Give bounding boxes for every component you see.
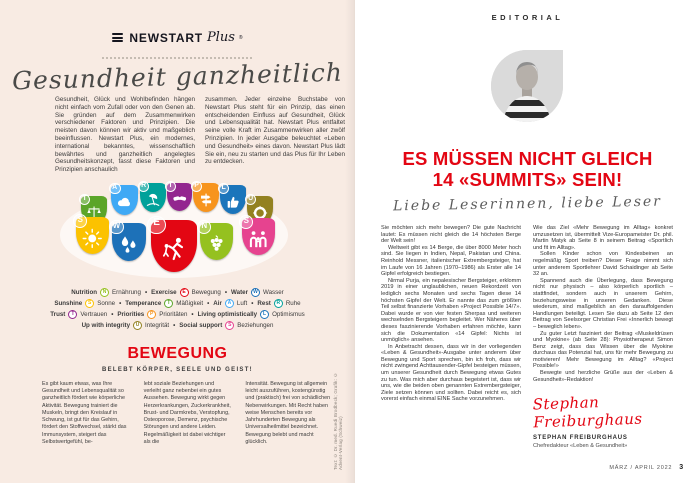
water-drops-icon [118,233,139,257]
intro-column-2: zusammen. Jeder einzelne Buchstabe von Newstart Plus steht für ein Prinzip, das einen entscheidenden Einfluss auf Gesundheit, Glück und Lebensqualität hat. Newstart Plus entfaltet seine volle Kraft im Zusammenwirken aller zwölf Prinzipien. In jeder Ausgabe beleuchtet «Leben und Gesundheit» eines davon. Newstart Plus lädt Sie ein, neu zu starten und das Plus für Ihr Leben zu entdecken. [205,96,345,166]
legend-letter-badge: T [164,299,173,308]
page-number: 3 [679,464,684,471]
legend-term-en: Exercise [151,289,177,296]
legend-term-de: Sonne [97,300,116,307]
legend-letter-badge: R [274,299,283,308]
badge-letter: E [147,216,166,235]
badge-letter: S [73,214,87,228]
runner-icon [160,234,189,266]
badge-letter: R [138,181,149,192]
legend-line [0,309,355,320]
legend-term-en: Living optimistically [197,311,258,318]
legend-term-en: Trust [50,311,66,318]
editorial-kicker: EDITORIAL [491,13,564,22]
newstart-badges [55,180,345,290]
editorial-column-1 [381,225,521,449]
signature-handwriting: Stephan Freiburghaus [532,393,643,432]
legend-term-de: Luft [236,300,248,307]
bewegung-subtitle: BELEBT KÖRPER, SEELE UND GEIST! [102,367,253,373]
badge-letter: W [109,220,123,234]
bewegung-text [42,381,334,446]
legend-letter-badge: N [100,288,109,297]
logo-plus-text: Plus [206,30,235,45]
legend-letter-badge: W [251,288,260,297]
newstart-plus-logo [0,30,355,45]
legend-term-en: Temperance [125,300,162,307]
credit-line: Text: © Dr. med. Ruedi Brodbeck; Grafik: © Advent-Verlag (Schweiz) [333,372,343,470]
badge-letter: P [191,181,202,192]
legend-letter-badge: U [133,321,142,330]
paragraph: Bewegte und herzliche Grüße aus der «Leben & Gesundheit»-Redaktion! [533,370,673,383]
badge-letter: S [239,215,253,229]
right-page [355,0,700,483]
logo-bars-icon [112,33,123,42]
editorial-column-2-text [533,225,673,383]
legend-letter-badge: E [180,288,189,297]
cloud-icon [116,193,133,212]
editorial-column-2 [533,225,673,449]
legend-term-de: Ruhe [285,300,301,307]
legend-term-en: Priorities [117,311,145,318]
legend-term-de: Prioritäten [159,311,188,318]
signpost-icon [198,191,214,209]
legend-term-de: Beziehungen [237,322,274,329]
legend-term-en: Air [213,300,222,307]
headline-line-1: ES MÜSSEN NICHT GLEICH [402,148,653,169]
umbrella-icon [145,191,161,209]
legend-term-de: Vertrauen [80,311,108,318]
separator: • [191,311,194,318]
legend-line [0,287,355,298]
legend-term-de: Integrität [145,322,170,329]
legend-term-en: Social support [179,322,223,329]
portrait-illustration [491,50,563,122]
legend-term-de: Ernährung [112,289,141,296]
legend-term-de: Mäßigkeit [176,300,204,307]
legend-term-en: Up with integrity [81,322,131,329]
signature-name: STEPHAN FREIBURGHAUS [533,435,628,442]
legend-letter-badge: S [225,321,234,330]
paragraph: Sie möchten sich mehr bewegen? Die gute Nachricht lautet: Es müssen nicht gleich die 14 höchsten Berge der Welt sein! [381,225,521,245]
legend-letter-badge: P [147,310,156,319]
salutation: Liebe Leserinnen, liebe Leser [392,193,663,215]
separator: • [173,322,176,329]
separator: • [119,300,122,307]
legend-letter-badge: L [260,310,269,319]
paragraph: Spannend auch die Überlegung, dass Bewegung nicht nur physisch – also körperlich sportlich – stattfindet, sondern auch in unserem Gehirn, beziehungsweise in unseren Gedanken. Diese wiederum, sind maßgeblich an den darauffolgenden Handlungen beteiligt. Lesen Sie dazu ab Seite 12 den Beitrag von Seelsorger Christian Frei «Innerlich bewegt – beweglich leben». [533,277,673,330]
headline [355,148,700,190]
legend-term-en: Water [231,289,248,296]
legend-term-en: Sunshine [54,300,83,307]
legend-line [0,320,355,331]
bewegung-title: BEWEGUNG [127,345,228,362]
paragraph: Sollen Kinder schon von Kindesbeinen an regelmäßig Sport treiben? Dieser Frage nimmt sich unter anderem Sportlehrer David Schaidinger ab Seite 32 an. [533,251,673,278]
legend-letter-badge: A [225,299,234,308]
bewegung-column-2: lebt soziale Beziehungen und verleiht ganz nebenbei ein gutes Aussehen. Bewegung wirkt gegen Herzerkrankungen, Zuckerkrankheit, Brust- und Darmkrebs, Verstopfung, Osteoporose, Demenz, psychische Störungen und andere Leiden. Regelmäßigkeit ist dabei wichtiger als die [143,381,231,445]
legend-line [0,298,355,309]
signature-role: Chefredakteur «Leben & Gesundheit» [533,443,628,450]
paragraph: Weltweit gibt es 14 Berge, die über 8000 Meter hoch sind. Sie liegen in Indien, Nepal, Pakistan und China. Reinhold Messner, italienischer Extrembergsteiger, hat im Laufe von 16 Jahren (1970–1986) als Erster alle 14 Gipfel erfolgreich bestiegen. [381,244,521,278]
headline-line-2: 14 «SUMMITS» SEIN! [432,169,623,190]
thumbs-up-icon [225,193,241,211]
paragraph: In Anbetracht dessen, dass wir in der vorliegenden «Leben & Gesundheit»-Ausgabe unter anderem über Bewegung und Sport sprechen, bin ich froh, dass wir nicht zwingend Achttausender-Gipfel besteigen müssen, um unserer Gesundheit durch Bewegung etwas Gutes zu tun. Was mich aber durchaus begeistert ist, dass wir uns, wie die beiden oben genannten Extrembergsteiger, Ziele setzen können und sollten. Dabei reicht es, sich vorerst einfach einmal EINE Sache vorzunehmen. [381,343,521,403]
sun-icon [82,227,102,250]
badge-letter: T [79,194,90,205]
issue-date: MÄRZ / APRIL 2022 [609,465,673,471]
badge-letter: U [245,194,256,205]
separator: • [224,289,228,296]
script-heading: Gesundheit ganzheitlich [11,57,344,96]
separator: • [144,289,148,296]
legend-term-de: Bewegung [191,289,221,296]
newstart-legend [0,287,355,331]
badge-letter: L [218,183,229,194]
separator: • [251,300,254,307]
grapes-icon [206,233,226,256]
dotted-divider [102,57,252,59]
intro-text [55,96,345,174]
logo-brand-text: NEWSTART [129,30,203,45]
bewegung-column-3: Intensität. Bewegung ist allgemein leicht auszuführen, kostengünstig und (praktisch) frei von schädlichen Nebenwirkungen. Mit Recht haben weise Menschen bereits vor Jahrhunderten Bewegung als Universalheilmittel bezeichnet. Bewegung belebt und macht glücklich. [245,381,331,445]
legend-term-en: Rest [257,300,271,307]
bewegung-column-1: Es gibt kaum etwas, was Ihre Gesundheit und Lebensqualität so ganzheitlich fördert wie körperliche Aktivität. Bewegung trainiert die Muskeln, bringt den Kreislauf in Schwung, ist gut für das Gehirn, fördert den Stoffwechsel, stärkt das Immunsystem, steigert das Selbstwertgefühl, be- [42,381,127,445]
separator: • [111,311,114,318]
editorial-body [381,225,674,449]
separator: • [207,300,210,307]
badge-letter: T [165,181,176,192]
legend-letter-badge: S [85,299,94,308]
legend-letter-badge: T [68,310,77,319]
registered-trademark: ® [238,34,243,41]
paragraph: Nirmal Purja, ein nepalesischer Bergsteiger, erklomm 2019 in einer unglaublichen, neuen Rekordzeit von lediglich sechs Monaten und sechs Tagen diese 14 höchsten Gipfel der Welt. Er nannte das zum größten Teil selbst finanzierte Vorhaben «Project Possible 14/7». Dabei wurde er von vier festen Sherpas und weiteren wechselnden Bergsteigern begleitet. Wer Näheres über dieses faszinierende Vorhaben erfahren möchte, kann sich die Dokumentation «14 Gipfel: Nichts ist unmöglich» ansehen. [381,277,521,344]
family-icon [248,228,268,251]
handshake-icon [172,190,188,207]
badge-letter: A [109,183,121,195]
editor-portrait-photo [491,50,563,122]
intro-column-1: Gesundheit, Glück und Wohlbefinden hängen nicht einfach vom Zufall oder von den Genen ab. Sie gründen auf dem Zusammenwirken verschiedener Faktoren und Prinzipien. Die meisten davon können wir aktiv und maßgeblich beeinflussen. Newstart Plus, ein modernes, international bekanntes, wissenschaftlich bewährtes und ganzheitlich angelegtes Gesundheitskonzept, fasst diese Faktoren und Prinzipien anschaulich [55,96,195,174]
legend-term-en: Nutrition [71,289,98,296]
legend-term-de: Optimismus [272,311,305,318]
page-footer [609,464,684,471]
legend-term-de: Wasser [262,289,284,296]
paragraph: Zu guter Letzt fasziniert der Beitrag «Muskeldrüsen und Myokine» (ab Seite 28): Physiotherapeut Simon Benz zeigt, dass das Wissen über die Myokine durchaus das Potenzial hat, uns für mehr Bewegung zu motivieren! Mehr Bewegung im Alltag? «Project Possible!» [533,330,673,370]
badge-letter: N [197,220,211,234]
paragraph: Wie das Ziel «Mehr Bewegung im Alltag» konkret umzusetzen ist, übermittelt Vize-Europameister Dr. phil. Martin Matyk ab Seite 8 in seinem Beitrag «Sportlich und fit im Alltag». [533,225,673,251]
